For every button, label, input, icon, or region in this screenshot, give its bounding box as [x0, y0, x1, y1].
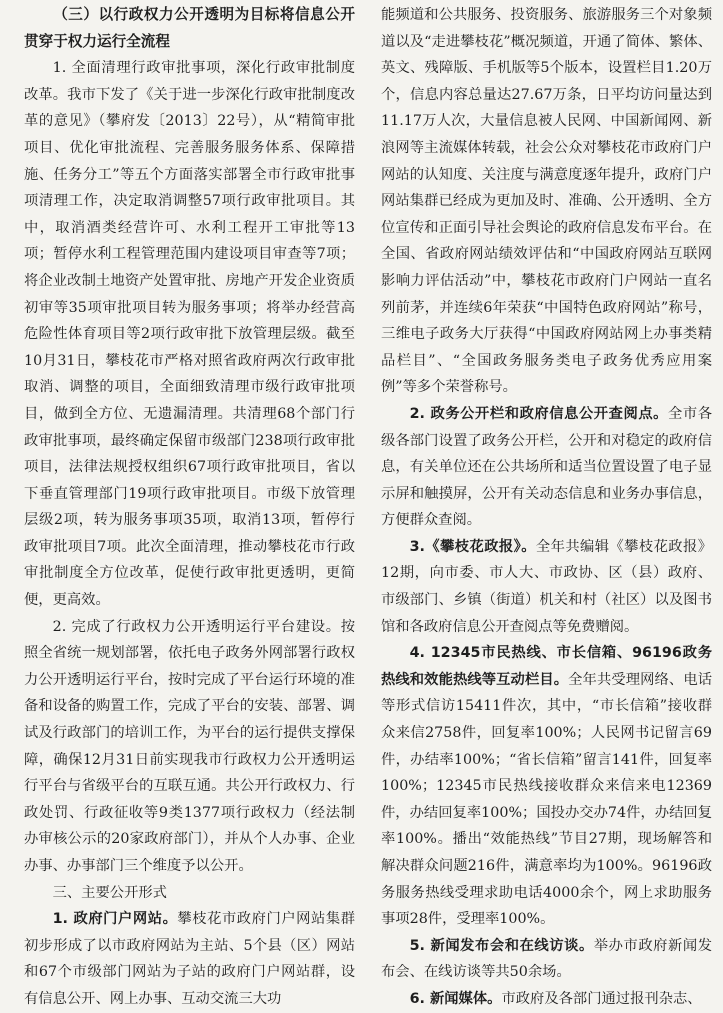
paragraph-label: 1. 政府门户网站。 — [52, 911, 178, 928]
paragraph-hotlines — [381, 640, 712, 933]
paragraph-platform-construction — [24, 614, 355, 880]
paragraph-text: 1. 全面清理行政审批事项，深化行政审批制度改革。我市下发了《关于进一步深化行政审批制度改革的意见》（攀府发〔2013〕22号），从“精简审批项目、优化审批流程、完善服务服务体系、保障措施、任务分工”等五个方面落实部署全市行政审批事项清理工作，决定取消调整57项行政审批项目。其中，取消酒类经营许可、水利工程开工审批等13项；暂停水利工程管理范围内建设项目审查等7项；将企业改制土地资产处置审批、房地产开发企业资质初审等35项审批项目转为服务事项；将举办经营高危险性体育项目等2项行政审批下放管理层级。截至10月31日，攀枝花市严格对照省政府两次行政审批取消、调整的项目，全面细致清理市级行政审批项目，做到全方位、无遗漏清理。共清理68个部门行政审批事项，最终确定保留市级部门238项行政审批项目，法律法规授权组织67项行政审批项目，省以下垂直管理部门19项行政审批项目。市级下放管理层级2项，转为服务事项35项，取消13项，暂停行政审批项目7项。此次全面清理，推动攀枝花市行政审批制度全方位改革，促使行政审批更透明，更简便，更高效。 — [24, 60, 355, 609]
paragraph-text: 举办市政府新闻发布会、在线访谈等共50余场。 — [381, 937, 713, 981]
paragraph-portal-website-continued — [381, 2, 712, 401]
paragraph-government-gazette — [381, 534, 712, 640]
paragraph-press-conference — [381, 933, 712, 986]
paragraph-news-media — [381, 986, 712, 1013]
paragraph-text: 攀枝花市政府门户网站集群初步形成了以市政府网站为主站、5个县（区）网站和67个市级部门网站为子站的政府门户网站群，设有信息公开、网上办事、互动交流三大功 — [24, 911, 356, 1007]
paragraph-label: 4. 12345市民热线、市长信箱、96196政务热线和效能热线等互动栏目。 — [381, 645, 712, 688]
paragraph-text: 能频道和公共服务、投资服务、旅游服务三个对象频道以及“走进攀枝花”概况频道，开通了简体、繁体、英文、残障版、手机版等5个版本，设置栏目1.20万个，信息内容总量达27.67万条，日平均访问量达到11.17万人次，大量信息被人民网、中国新闻网、新浪网等主流媒体转载，社会公众对攀枝花市政府门户网站的认知度、关注度与满意度逐年提升，政府门户网站集群已经成为更加及时、准确、公开透明、全方位宣传和正面引导社会舆论的政府信息发布平台。在全国、省政府网站绩效评估和“中国政府网站互联网影响力评估活动”中，攀枝花市政府门户网站一直名列前茅，并连续6年荣获“中国特色政府网站”称号，三维电子政务大厅获得“中国政府网站网上办事类精品栏目”、“全国政务服务类电子政务优秀应用案例”等多个荣誉称号。 — [381, 7, 712, 396]
paragraph-text: 全年共编辑《攀枝花政报》12期，向市委、市人大、市政协、区（县）政府、市级部门、乡镇（街道）机关和村（社区）以及图书馆和各政府信息公开查阅点等免费赠阅。 — [381, 538, 712, 635]
paragraph-public-notice-board — [381, 401, 712, 534]
paragraph-label: 3.《攀枝花政报》。 — [409, 538, 536, 555]
paragraph-label: 2. 政务公开栏和政府信息公开查阅点。 — [409, 405, 669, 422]
left-column — [24, 2, 356, 1007]
section-heading: （三）以行政权力公开透明为目标将信息公开贯穿于权力运行全流程 — [24, 6, 355, 50]
paragraph-label: 6. 新闻媒体。 — [409, 990, 502, 1007]
paragraph-text: 全年共受理网络、电话等形式信访15411件次，其中，“市长信箱”接收群众来信2758件，回复率100%；人民网书记留言69件，办结率100%；“省长信箱”留言141件，回复率100%；12345市民热线接收群众来信来电12369件，办结回复率100%；国投办交办74件，办结回复率100%。播出“效能热线”节目27期，现场解答和解决群众问题216件，满意率均为100%。96196政务服务热线受理求助电话4000余个，网上求助服务事项28件，受理率100%。 — [381, 671, 713, 928]
section-3-heading: 三、主要公开形式 — [52, 884, 167, 901]
paragraph-text: 市政府及各部门通过报刊杂志、 — [501, 990, 702, 1007]
paragraph-portal-website — [24, 906, 355, 1012]
right-column — [381, 2, 713, 1007]
paragraph-approval-reform — [24, 55, 355, 613]
paragraph-text: 2. 完成了行政权力公开透明运行平台建设。按照全省统一规划部署，依托电子政务外网部署行政权力公开透明运行平台，按时完成了平台运行环境的准备和设备的购置工作，完成了平台的安装、部署、调试及行政部门的培训工作，为平台的运行提供支撑保障，确保12月31日前实现我市行政权力公开透明运行平台与省级平台的互联互通。共公开行政权力、行政处罚、行政征收等9类1377项行政权力（经法制办审核公示的20家政府部门），并从个人办事、企业办事、办事部门三个维度予以公开。 — [24, 618, 355, 874]
paragraph-text: 全市各级各部门设置了政务公开栏，公开和对稳定的政府信息，有关单位还在公共场所和适当位置设置了电子显示屏和触摸屏，公开有关动态信息和业务办事信息，方便群众查阅。 — [381, 405, 713, 529]
paragraph-label: 5. 新闻发布会和在线访谈。 — [409, 937, 594, 954]
